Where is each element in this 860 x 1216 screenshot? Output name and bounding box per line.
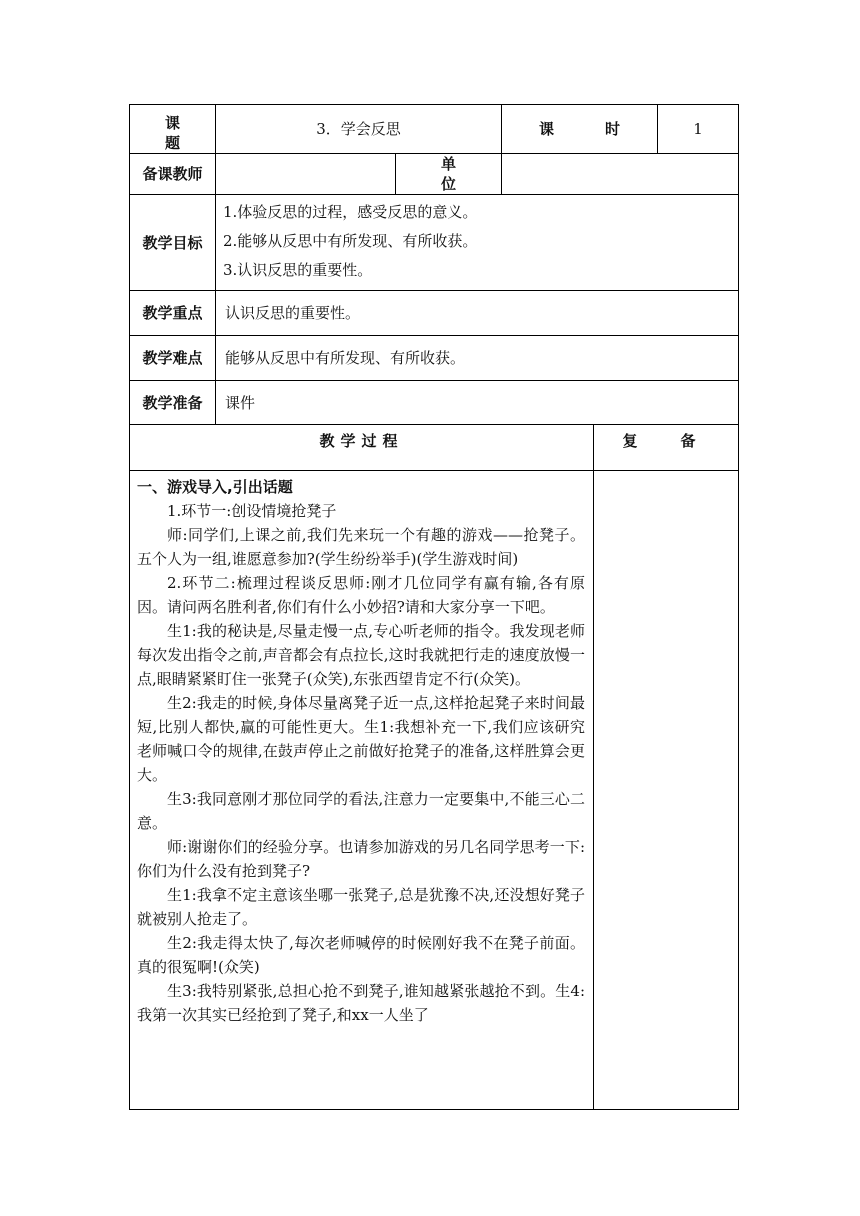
process-paragraph: 师:同学们,上课之前,我们先来玩一个有趣的游戏——抢凳子。五个人为一组,谁愿意参加?(学生纷纷举手)(学生游戏时间) <box>137 526 586 568</box>
process-content <box>130 471 594 1110</box>
process-paragraph: 生3:我特别紧张,总担心抢不到凳子,谁知越紧张越抢不到。生4:我第一次其实已经抢到了凳子,和xx一人坐了 <box>137 982 586 1024</box>
row-key-point <box>130 291 739 336</box>
row-topic <box>130 105 739 154</box>
teacher-value <box>216 154 396 195</box>
preparation-value: 课件 <box>216 381 739 425</box>
section-title: 一、游戏导入,引出话题 <box>137 478 293 496</box>
difficulty-label: 教学难点 <box>130 336 216 381</box>
process-paragraph: 1.环节一:创设情境抢凳子 <box>167 502 337 520</box>
topic-value: 3．学会反思 <box>216 105 502 154</box>
review-content <box>594 471 739 1110</box>
row-preparation <box>130 381 739 425</box>
process-paragraph: 师:谢谢你们的经验分享。也请参加游戏的另几名同学思考一下:你们为什么没有抢到凳子? <box>137 838 586 880</box>
process-paragraph: 生2:我走的时候,身体尽量离凳子近一点,这样抢起凳子来时间最短,比别人都快,赢的可能性更大。生1:我想补充一下,我们应该研究老师喊口令的规律,在鼓声停止之前做好抢凳子的准备,这样胜算会更大。 <box>137 694 586 784</box>
difficulty-value: 能够从反思中有所发现、有所收获。 <box>216 336 739 381</box>
row-process-content <box>130 471 739 1110</box>
objective-item: 3.认识反思的重要性。 <box>223 261 373 279</box>
process-header: 教学过程 <box>130 425 594 471</box>
topic-label: 课 题 <box>130 105 216 154</box>
preparation-label: 教学准备 <box>130 381 216 425</box>
unit-value <box>502 154 739 195</box>
key-point-value: 认识反思的重要性。 <box>216 291 739 336</box>
process-paragraph: 生3:我同意刚才那位同学的看法,注意力一定要集中,不能三心二意。 <box>137 790 586 832</box>
period-label: 课 时 <box>502 105 658 154</box>
lesson-plan-table <box>129 104 739 1110</box>
objective-item: 2.能够从反思中有所发现、有所收获。 <box>223 232 478 250</box>
process-paragraph: 生1:我拿不定主意该坐哪一张凳子,总是犹豫不决,还没想好凳子就被别人抢走了。 <box>137 886 586 928</box>
period-value: 1 <box>658 105 739 154</box>
teacher-label: 备课教师 <box>130 154 216 195</box>
key-point-label: 教学重点 <box>130 291 216 336</box>
row-difficulty <box>130 336 739 381</box>
row-process-header <box>130 425 739 471</box>
objectives-list <box>216 195 739 291</box>
process-paragraph: 生1:我的秘诀是,尽量走慢一点,专心听老师的指令。我发现老师每次发出指令之前,声音都会有点拉长,这时我就把行走的速度放慢一点,眼睛紧紧盯住一张凳子(众笑),东张西望肯定不行(众笑)。 <box>137 622 586 688</box>
row-objectives <box>130 195 739 291</box>
objective-item: 1.体验反思的过程，感受反思的意义。 <box>223 203 478 221</box>
objectives-label: 教学目标 <box>130 195 216 291</box>
process-paragraph: 生2:我走得太快了,每次老师喊停的时候刚好我不在凳子前面。真的很冤啊!(众笑) <box>137 934 586 976</box>
unit-label: 单 位 <box>396 154 502 195</box>
row-teacher <box>130 154 739 195</box>
process-paragraph: 2.环节二:梳理过程谈反思师:刚才几位同学有赢有输,各有原因。请问两名胜利者,你们有什么小妙招?请和大家分享一下吧。 <box>137 574 586 616</box>
review-header: 复 备 <box>594 425 739 471</box>
